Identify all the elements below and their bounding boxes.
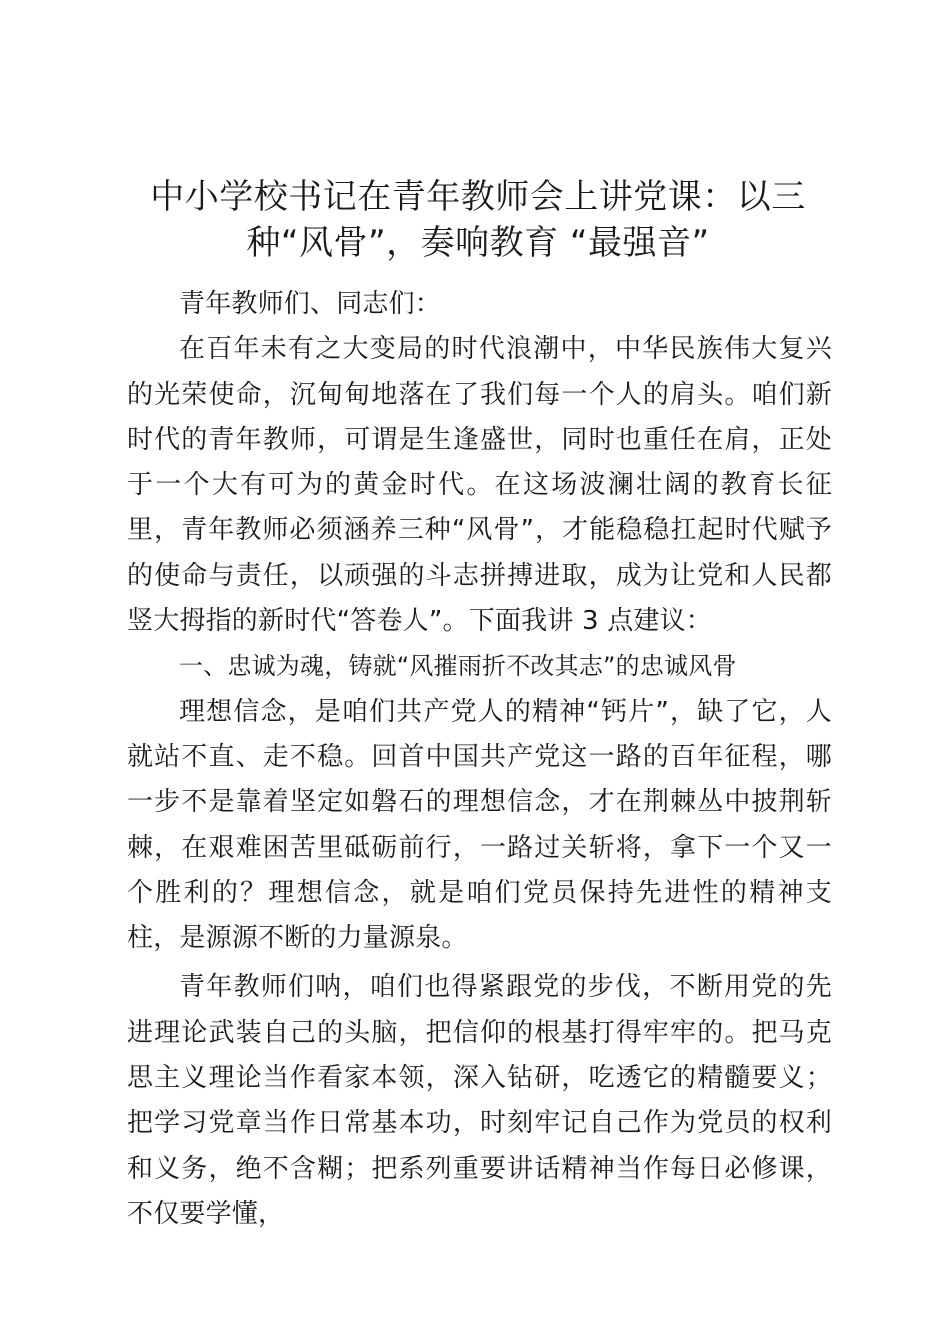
salutation-paragraph: 青年教师们、同志们： bbox=[179, 289, 442, 319]
body-paragraph: 青年教师们呐，咱们也得紧跟党的步伐，不断用党的先进理论武装自己的头脑，把信仰的根基打得牢牢的。把马克思主义理论当作看家本领，深入钻研，吃透它的精髓要义；把学习党章当作日常基本功，时刻牢记自己作为党员的权利和义务，绝不含糊；把系列重要讲话精神当作每日必修课，不仅要学懂， bbox=[127, 972, 832, 1229]
body-paragraph: 理想信念，是咱们共产党人的精神“钙片”，缺了它，人就站不直、走不稳。回首中国共产党这一路的百年征程，哪一步不是靠着坚定如磐石的理想信念，才在荆棘丛中披荆斩棘，在艰难困苦里砥砺前行，一路过关斩将，拿下一个又一个胜利的？理想信念，就是咱们党员保持先进性的精神支柱，是源源不断的力量源泉。 bbox=[127, 696, 832, 954]
document-body bbox=[127, 282, 832, 1237]
intro-paragraph: 在百年未有之大变局的时代浪潮中，中华民族伟大复兴的光荣使命，沉甸甸地落在了我们每一个人的肩头。咱们新时代的青年教师，可谓是生逢盛世，同时也重任在肩，正处于一个大有可为的黄金时代。在这场波澜壮阔的教育长征里，青年教师必须涵养三种“风骨”，才能稳稳扛起时代赋予的使命与责任，以顽强的斗志拼搏进取，成为让党和人民都竖大拇指的新时代“答卷人”。下面我讲 3 点建议： bbox=[127, 334, 832, 637]
document-title: 中小学校书记在青年教师会上讲党课：以三种“风骨”，奏响教育 “最强音” bbox=[150, 177, 806, 263]
section-heading: 一、忠诚为魂，铸就“风摧雨折不改其志”的忠诚风骨 bbox=[179, 652, 737, 681]
